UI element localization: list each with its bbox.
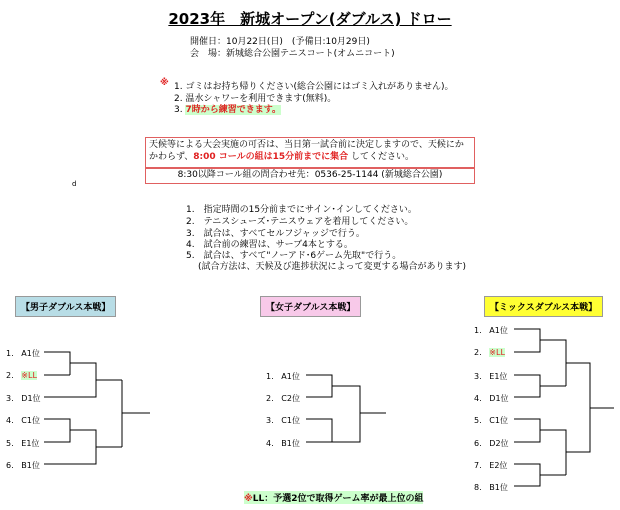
men-bracket-r1-top	[44, 352, 122, 397]
women-entry-2: 2. C2位	[266, 394, 300, 403]
page-title: 2023年 新城オープン(ダブルス) ドロー	[168, 10, 452, 28]
event-venue: 会 場：新城総合公園テニスコート(オムニコート)	[190, 49, 395, 59]
mixed-entry-7: 7. E2位	[474, 461, 508, 470]
mixed-entry-6: 6. D2位	[474, 439, 509, 448]
men-entry-4: 4. C1位	[6, 416, 40, 425]
note-3-number: 3.	[174, 105, 183, 115]
ll-footnote: ※LL：予選2位で取得ゲーム率が最上位の組	[244, 491, 423, 504]
men-entry-3: 3. D1位	[6, 394, 41, 403]
mixed-entry-5: 5. C1位	[474, 416, 508, 425]
mixed-bracket-semis	[566, 363, 614, 452]
weather-text-2: かわらず、	[149, 152, 194, 162]
weather-text-3: してください。	[348, 152, 415, 162]
men-entry-2: 2. ※LL	[6, 371, 37, 380]
women-entry-3: 3. C1位	[266, 416, 300, 425]
event-date: 開催日：10月22日(日) (予備日:10月29日)	[190, 37, 370, 47]
mixed-entry-8: 8. B1位	[474, 483, 508, 492]
note-mark: ※	[160, 78, 169, 88]
women-bracket-title: 【女子ダブルス本戦】	[260, 296, 361, 317]
stray-mark: d	[72, 180, 77, 188]
note-2: 2. 温水シャワーを利用できます(無料)。	[174, 94, 337, 104]
men-bracket-final	[122, 380, 150, 447]
mixed-bracket-q4	[514, 464, 566, 486]
rule-6: (試合方法は、天候及び進捗状況によって変更する場合があります)	[198, 262, 467, 272]
men-entry-6: 6. B1位	[6, 461, 40, 470]
women-entry-4: 4. B1位	[266, 439, 300, 448]
weather-text-1: 天候等による大会実施の可否は、当日第一試合前に決定しますので、天候にか	[149, 140, 464, 150]
rule-3: 3. 試合は、すべてセルフジャッジで行う。	[186, 229, 365, 239]
rule-4: 4. 試合前の練習は、サーブ4本とする。	[186, 240, 353, 250]
mixed-entry-4: 4. D1位	[474, 394, 509, 403]
men-bracket-r1-bottom	[44, 419, 122, 464]
women-bracket	[306, 375, 386, 442]
men-bracket-title: 【男子ダブルス本戦】	[15, 296, 116, 317]
contact-box: 8:30以降コール組の問合わせ先：0536-25-1144 (新城総合公園)	[145, 167, 475, 184]
mixed-entry-1: 1. A1位	[474, 326, 508, 335]
rule-1: 1. 指定時間の15分前までにサイン･インしてください。	[186, 205, 417, 215]
weather-highlight: 8:00 コールの組は15分前までに集合	[193, 152, 349, 162]
mixed-bracket-q2	[514, 375, 566, 397]
mixed-bracket-title: 【ミックスダブルス本戦】	[484, 296, 603, 317]
men-entry-5: 5. E1位	[6, 439, 40, 448]
mixed-entry-3: 3. E1位	[474, 372, 508, 381]
note-1: 1. ゴミはお持ち帰りください(総合公園にはゴミ入れがありません)。	[174, 82, 454, 92]
rule-5: 5. 試合は、すべて"ノーアド･6ゲーム先取"で行う。	[186, 251, 402, 261]
men-entry-1: 1. A1位	[6, 349, 40, 358]
women-entry-1: 1. A1位	[266, 372, 300, 381]
rule-2: 2. テニスシューズ･テニスウェアを着用してください。	[186, 217, 414, 227]
note-3-text: 7時から練習できます。	[185, 105, 282, 115]
mixed-entry-2: 2. ※LL	[474, 348, 505, 357]
